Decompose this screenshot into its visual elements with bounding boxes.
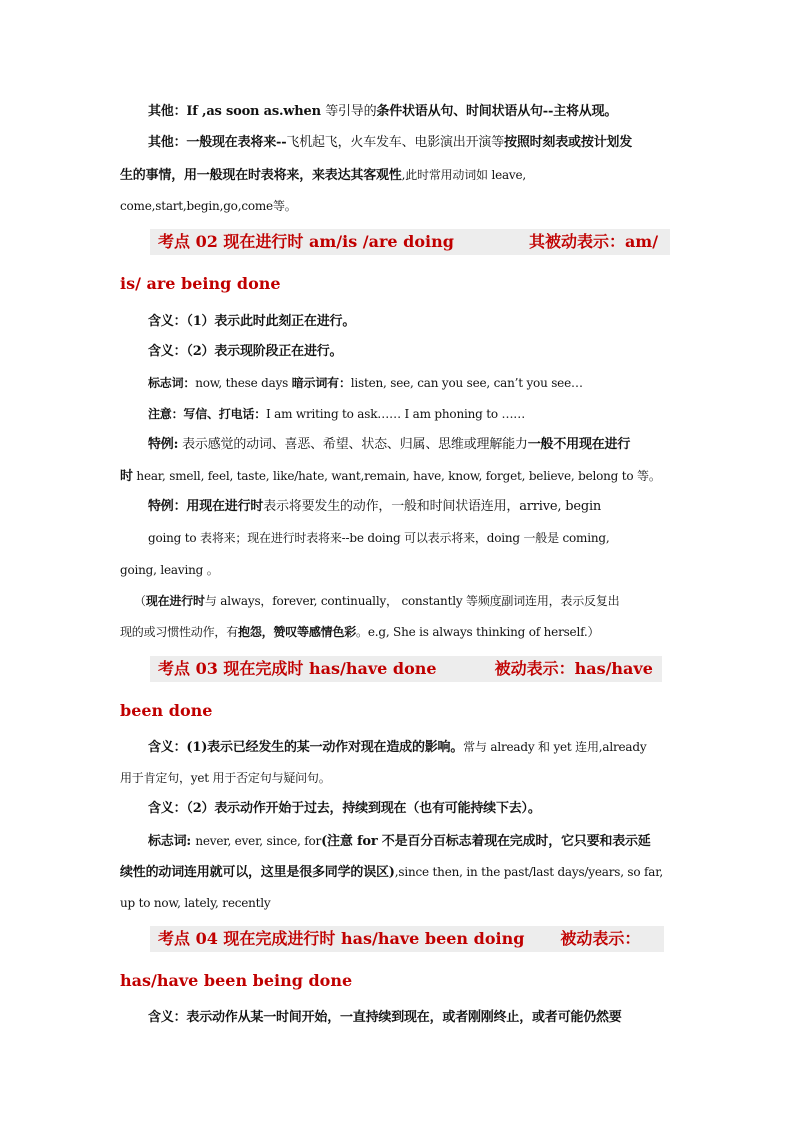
s02-paren-note: （现在进行时与 always，forever, continually， constantly 等频度副词连用，表示反复出 xyxy=(134,594,620,608)
s02-marker-words: 标志词：now, these days 暗示词有：listen, see, can you see, can’t you see… xyxy=(148,376,583,390)
section-03-heading-cont: been done xyxy=(120,701,213,720)
section-04-heading: 考点 04 现在完成进行时 has/have been doing 被动表示： xyxy=(150,926,664,952)
s02-exception-1-cont: 时 hear, smell, feel, taste, like/hate, want,remain, have, know, forget, believe, belong to 等。 xyxy=(120,469,661,484)
s02-exception-1: 特例: 表示感觉的动词、喜恶、希望、状态、归属、思维或理解能力一般不用现在进行 xyxy=(148,437,631,452)
s02-paren-note-cont: 现的或习惯性动作，有抱怨，赞叹等感情色彩。e.g, She is always thinking of herself.） xyxy=(120,625,600,639)
intro-line-3: 生的事情，用一般现在时表将来，来表达其客观性,此时常用动词如 leave, xyxy=(120,168,527,183)
s03-meaning-2: 含义：（2）表示动作开始于过去，持续到现在（也有可能持续下去）。 xyxy=(148,801,541,816)
s03-marker-words-cont-2: up to now, lately, recently xyxy=(120,896,271,910)
s03-marker-words: 标志词: never, ever, since, for(注意 for 不是百分百标志着现在完成时，它只要和表示延 xyxy=(148,834,651,849)
s02-exception-2-cont-2: going, leaving 。 xyxy=(120,563,219,577)
s02-exception-2: 特例：用现在进行时表示将要发生的动作，一般和时间状语连用，arrive, begin xyxy=(148,499,602,514)
s02-meaning-1: 含义：（1）表示此时此刻正在进行。 xyxy=(148,314,356,329)
section-02-heading-cont: is/ are being done xyxy=(120,274,281,293)
intro-line-2: 其他：一般现在表将来--飞机起飞，火车发车、电影演出开演等按照时刻表或按计划发 xyxy=(148,135,633,150)
intro-line-1: 其他：If ,as soon as.when 等引导的条件状语从句、时间状语从句--主将从现。 xyxy=(148,104,618,119)
s03-meaning-1-cont: 用于肯定句，yet 用于否定句与疑问句。 xyxy=(120,771,331,785)
s02-meaning-2: 含义：（2）表示现阶段正在进行。 xyxy=(148,344,343,359)
intro-line-4: come,start,begin,go,come等。 xyxy=(120,199,297,213)
s02-exception-2-cont: going to 表将来；现在进行时表将来--be doing 可以表示将来，doing 一般是 coming, xyxy=(148,531,610,545)
section-04-heading-cont: has/have been being done xyxy=(120,971,353,990)
s04-meaning: 含义：表示动作从某一时间开始，一直持续到现在，或者刚刚终止，或者可能仍然要 xyxy=(148,1010,622,1025)
section-02-heading: 考点 02 现在进行时 am/is /are doing 其被动表示：am/ xyxy=(150,229,670,255)
s03-meaning-1: 含义：(1)表示已经发生的某一动作对现在造成的影响。常与 already 和 yet 连用,already xyxy=(148,740,647,755)
s02-note: 注意：写信、打电话：I am writing to ask…… I am phoning to …… xyxy=(148,407,526,421)
s03-marker-words-cont: 续性的动词连用就可以，这里是很多同学的误区),since then, in the past/last days/years, so far, xyxy=(120,865,664,880)
section-03-heading: 考点 03 现在完成时 has/have done 被动表示：has/have xyxy=(150,656,662,682)
